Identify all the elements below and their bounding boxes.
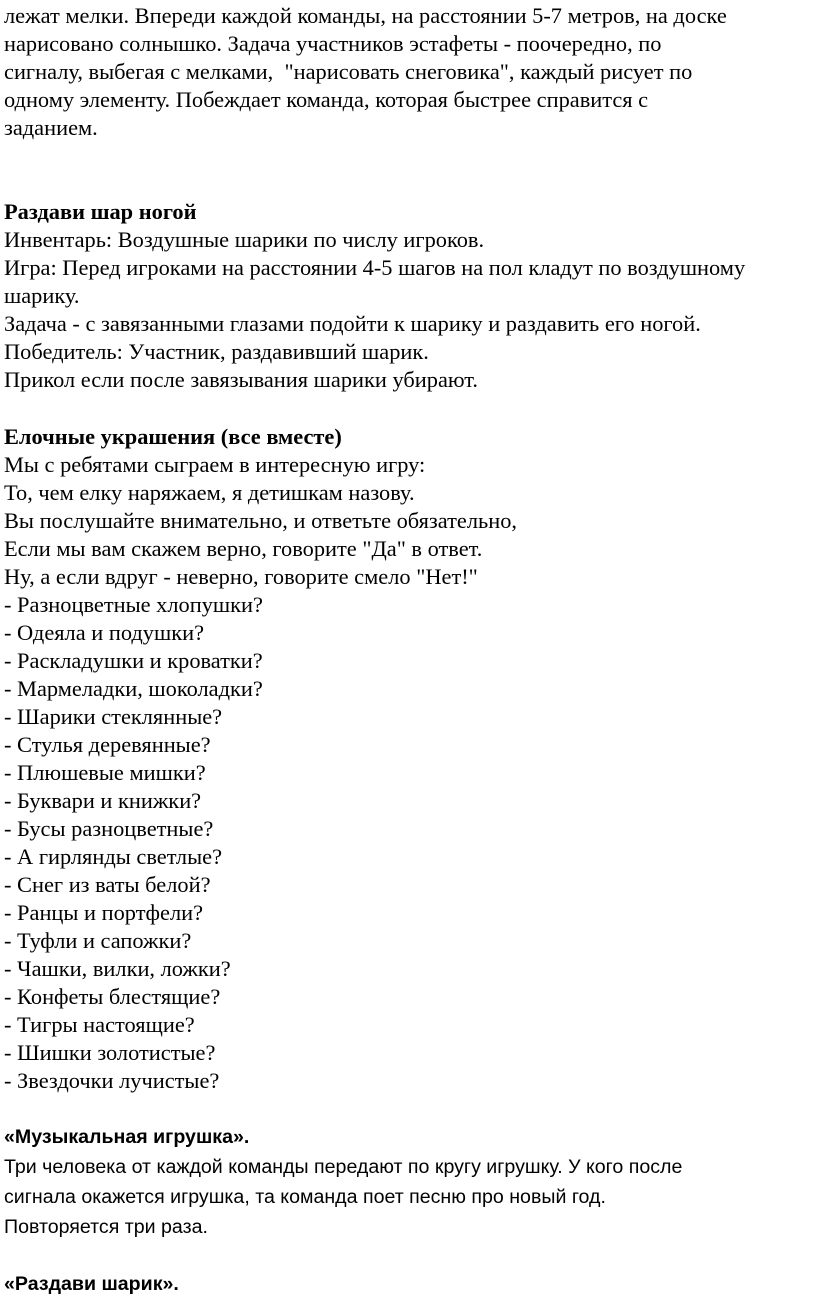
text-line: заданием. <box>4 115 98 140</box>
text-line: сигнала окажется игрушка, та команда поет песню про новый год. <box>4 1186 606 1208</box>
section-raздави-шар-ногой <box>0 198 745 394</box>
question-line: - А гирлянды светлые? <box>4 844 223 869</box>
text-line: нарисовано солнышко. Задача участников эстафеты - поочередно, по <box>4 31 662 56</box>
section-razdavi-sharik <box>0 1269 179 1299</box>
question-line: - Буквари и книжки? <box>4 788 202 813</box>
question-line: - Плюшевые мишки? <box>4 760 206 785</box>
text-line: Инвентарь: Воздушные шарики по числу игроков. <box>4 227 485 252</box>
text-line: шарику. <box>4 283 80 308</box>
question-line: - Мармеладки, шоколадки? <box>4 676 263 701</box>
question-line: - Ранцы и портфели? <box>4 900 204 925</box>
section-muzykalnaya-igrushka <box>0 1122 682 1242</box>
question-line: - Одеяла и подушки? <box>4 620 205 645</box>
question-line: - Шишки золотистые? <box>4 1040 216 1065</box>
question-line: - Конфеты блестящие? <box>4 984 221 1009</box>
text-line: сигналу, выбегая с мелками, "нарисовать снеговика", каждый рисует по <box>4 59 693 84</box>
question-line: - Снег из ваты белой? <box>4 872 211 897</box>
text-line: Три человека от каждой команды передают по кругу игрушку. У кого после <box>4 1156 683 1178</box>
question-line: - Чашки, вилки, ложки? <box>4 956 231 981</box>
question-line: - Шарики стеклянные? <box>4 704 223 729</box>
question-line: - Разноцветные хлопушки? <box>4 592 263 617</box>
text-line: лежат мелки. Впереди каждой команды, на расстоянии 5-7 метров, на доске <box>4 3 727 28</box>
question-line: - Бусы разноцветные? <box>4 816 214 841</box>
section-title: Раздави шар ногой <box>4 199 197 224</box>
text-line: Победитель: Участник, раздавивший шарик. <box>4 339 429 364</box>
question-line: - Тигры настоящие? <box>4 1012 195 1037</box>
text-line: Игра: Перед игроками на расстоянии 4-5 шагов на пол кладут по воздушному <box>4 255 746 280</box>
section-elochnye-ukrasheniya <box>0 423 517 1095</box>
intro-paragraph <box>0 2 727 142</box>
poem-line: Вы послушайте внимательно, и ответьте обязательно, <box>4 508 518 533</box>
question-line: - Стулья деревянные? <box>4 732 211 757</box>
poem-line: Ну, а если вдруг - неверно, говорите смело "Нет!" <box>4 564 478 589</box>
section-title: Елочные украшения (все вместе) <box>4 424 342 449</box>
section-title: «Раздави шарик». <box>4 1273 179 1295</box>
poem-line: Если мы вам скажем верно, говорите "Да" в ответ. <box>4 536 483 561</box>
text-line: одному элементу. Побеждает команда, которая быстрее справится с <box>4 87 649 112</box>
poem-line: То, чем елку наряжаем, я детишкам назову. <box>4 480 415 505</box>
text-line: Повторяется три раза. <box>4 1216 208 1238</box>
poem-line: Мы с ребятами сыграем в интересную игру: <box>4 452 426 477</box>
question-line: - Раскладушки и кроватки? <box>4 648 263 673</box>
question-line: - Туфли и сапожки? <box>4 928 192 953</box>
text-line: Задача - с завязанными глазами подойти к шарику и раздавить его ногой. <box>4 311 701 336</box>
question-line: - Звездочки лучистые? <box>4 1068 220 1093</box>
text-line: Прикол если после завязывания шарики убирают. <box>4 367 479 392</box>
section-title: «Музыкальная игрушка». <box>4 1126 250 1148</box>
